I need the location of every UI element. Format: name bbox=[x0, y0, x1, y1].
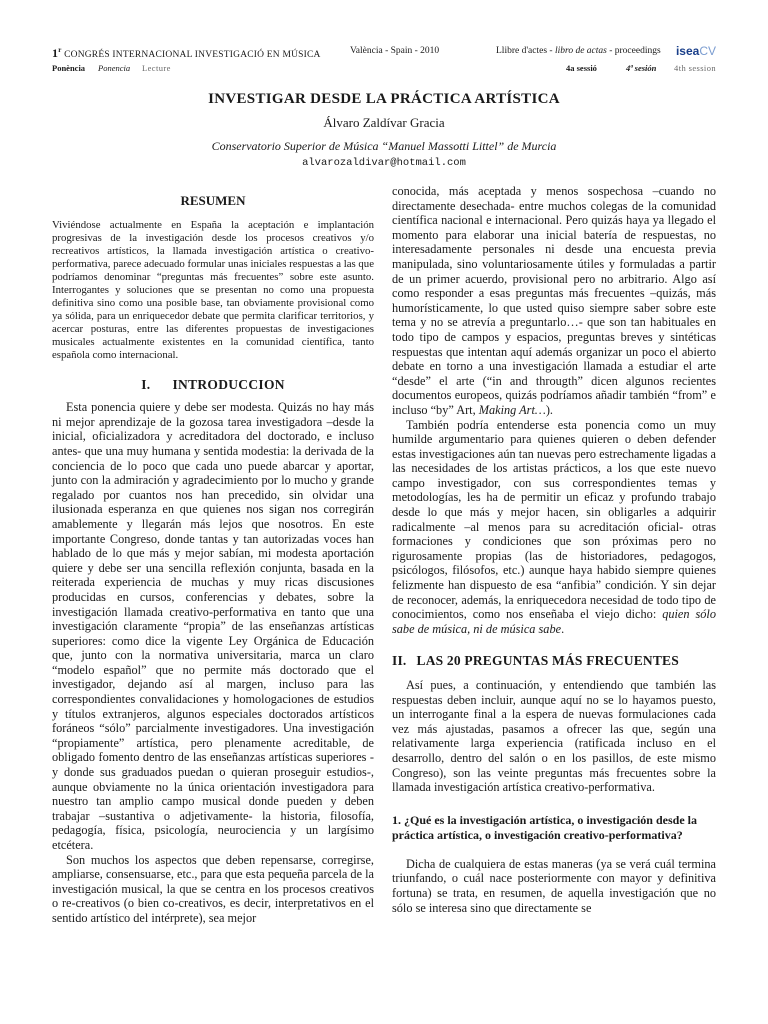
question-1-heading: 1. ¿Qué es la investigación artística, o investigación desde la práctica artística, o investigación creativo-performativa? bbox=[392, 812, 697, 842]
header-row-bottom bbox=[52, 63, 716, 75]
type-label-en: Lecture bbox=[142, 63, 171, 73]
section-title: INTRODUCCION bbox=[172, 376, 285, 392]
intro-paragraph-2: Son muchos los aspectos que deben repensarse, corregirse, ampliarse, consensuarse, etc., para que esta pequeña parcela de la investigación musical, la que se centra en los procesos creativos o re-creativos (o bien co-creativos, es decir, interpretativos en el sentido artístico del intérprete), sea mejor bbox=[52, 852, 374, 925]
left-column bbox=[52, 184, 374, 926]
conference-city: València - Spain - 2010 bbox=[350, 46, 440, 56]
section-title: LAS 20 PREGUNTAS MÁS FRECUENTES bbox=[416, 653, 679, 669]
author-affiliation: Conservatorio Superior de Música “Manuel Massotti Littel” de Murcia bbox=[211, 139, 557, 153]
session-label-en: 4th session bbox=[674, 63, 716, 73]
intro-paragraph-3: También podría entenderse esta ponencia como un muy humilde argumentario para quienes quieren o deben defender estas investigaciones aún tan nuevas pero estrechamente ligadas a las necesidades de los artistas prácticos, a los que este nuevo campo investigador, con sus correspondientes temas y metodologías, les ha de permitir un eficaz y profundo trabajo desde lo que más y mejor hacen, sin obligarles a adquirir radicalmente –al menos para su acreditación oficial- otras formaciones y condiciones que son próximas pero no rigurosamente propias (las de historiadores, pedagogos, psicólogos, filósofos, etc.) aunque haya habido siempre quienes felizmente han dispuesto de esa “anfibia” condición. Y sin dejar de reconocer, además, la enriquecedora necesidad de todo tipo de conocimientos, como nos enseñaba el viejo dicho: quien sólo sabe de música, ni de música sabe. bbox=[392, 417, 716, 636]
abstract-heading: RESUMEN bbox=[180, 193, 246, 208]
conference-number-superscript: r bbox=[58, 46, 62, 54]
isea-logo: iseaCV bbox=[675, 44, 716, 58]
proceedings-label: Llibre d'actes - libro de actas - proceedings bbox=[496, 46, 661, 56]
conference-title: CONGRÉS INTERNACIONAL INVESTIGACIÓ EN MÚSICA bbox=[64, 50, 321, 60]
running-header bbox=[52, 46, 716, 80]
intro-paragraph-continued: conocida, más aceptada y menos sospechosa –cuando no directamente desechada- entre muchos colegas de la comunidad científica nacional e internacional. Pero quizás haya ya llegado el momento para elaborar una inicial batería de respuestas, no interesadamente personales ni desde una encuesta previa manipulada, sino voluntariosamente útiles y formuladas a partir de un primer acuerdo, provisional pero no arbitrario. Algo así como responder a esas preguntas más frecuentes –quizás, más humorísticamente, lo que usted quiso siempre saber sobre este tema y no se atrevía a preguntarlo…- que son tan habituales en todo tipo de campos y espacios, preguntas breves y sintéticas respuestas que intentan aquí además organizar un poco el abierto debate en torno a una investigación llamada a estudiar el arte “desde” el arte (“in and througth” dicen algunos recientes documentos europeos, quizás podríamos añadir también “from” e incluso “by” Art, Making Art…). bbox=[392, 184, 716, 417]
author-email: alvarozaldivar@hotmail.com bbox=[302, 157, 466, 169]
title-block bbox=[52, 90, 716, 170]
author-name: Álvaro Zaldívar Gracia bbox=[323, 115, 445, 130]
section-number: II. bbox=[392, 653, 407, 669]
section-heading-introduccion bbox=[52, 378, 374, 393]
session-label-ca: 4a sessió bbox=[566, 63, 597, 73]
abstract-text: Viviéndose actualmente en España la aceptación e implantación progresivas de la investigación desde los procesos creativos y/o recreativos artísticos, la llamada investigación artística o creativo-performativa, parece adecuado formular unas iniciales respuestas a las que podríamos denominar “preguntas más frecuentes” sobre este asunto. Interrogantes y soluciones que se presentan no como una propuesta definitiva sino como una posible base, tan obviamente provisional como ya sólida, para un enriquecedor debate que permita clarificar territorios, y acercar posturas, entre las diferentes propuestas de investigaciones musicales actualmente existentes en la comunidad científica, tanto española como internacional. bbox=[52, 218, 374, 361]
intro-paragraph-1: Esta ponencia quiere y debe ser modesta. Quizás no hay más ni mejor aprendizaje de la gozosa tarea investigadora –desde la inicial, oficializadora y acreditadora del doctorado, e incluso antes- que una muy humana y sentida modestia: la derivada de la conciencia de lo poco que cada uno puede abarcar y aportar, junto con la admiración y agradecimiento por lo mucho y grande regalado por cuantos nos han precedido, sin olvidar una ilusionada esperanza en que quienes nos sigan nos corregirán amablemente y llegarán más lejos que nosotros. En este importante Congreso, donde tantas y tan autorizadas voces han hablado de lo que más y mejor sabían, mi modesta aportación quiere y debe ser una sencilla reflexión conjunta, basada en la reiterada experiencia de muchas y muy ricas discusiones producidas en cursos, conferencias y debates, sobre la investigación llamada creativo-performativa en tanto que una investigación claramente “propia” de las enseñanzas artísticas superiores: como dice la vigente Ley Orgánica de Educación que, junto con la normativa universitaria, marca un claro “modelo español” que no permite más doctorado que el investigador, dejando así al margen, incluso para las correspondientes convalidaciones y homologaciones de estudios y títulos extranjeros, algunos especiales doctorados artísticos foráneos “sólo” parcialmente investigadores. Una investigación “propiamente” artística, pero plenamente acreditable, de obligado fomento dentro de las enseñanzas artísticas superiores -y donde sus graduados puedan o quieran proseguir estudios-, aunque obviamente no la única orientación investigadora para nuestro tan amplio campo musical donde pueden y deben trabajar –sustantiva o adjetivamente- la historia, filosofía, pedagogía, física, psicología, neurociencia y un largísimo etcétera. bbox=[52, 400, 374, 852]
section2-paragraph-1: Así pues, a continuación, y entendiendo que también las respuestas deben incluir, aunque aquí no se lo hayamos puesto, un interrogante final a la espera de nuevas formulaciones cada vez más ajustadas, pasamos a ofrecer las que, según una relativamente larga experiencia (ratificada incluso en el desarrollo, dentro del salón o en los pasillos, de este mismo Congreso), son las veinte preguntas más frecuentes sobre la llamada investigación artística creativo-performativa. bbox=[392, 678, 716, 795]
question-1-answer: Dicha de cualquiera de estas maneras (ya se verá cuál termina triunfando, o cuál nace posteriormente con mayor y definitiva fortuna) se trata, en resumen, de aquella investigación que no sólo se interesa sino que directamente se bbox=[392, 856, 716, 915]
type-label-es: Ponencia bbox=[98, 63, 131, 73]
right-column bbox=[392, 184, 716, 915]
session-label-es: 4ª sesión bbox=[626, 63, 657, 73]
header-row-top bbox=[52, 46, 716, 60]
conference-name bbox=[52, 46, 321, 61]
section-heading-preguntas bbox=[392, 654, 716, 669]
conference-number: 1 bbox=[52, 46, 59, 60]
section-number: I. bbox=[141, 376, 151, 392]
paper-title: INVESTIGAR DESDE LA PRÁCTICA ARTÍSTICA bbox=[208, 91, 560, 107]
type-label-ca: Ponència bbox=[52, 63, 86, 73]
